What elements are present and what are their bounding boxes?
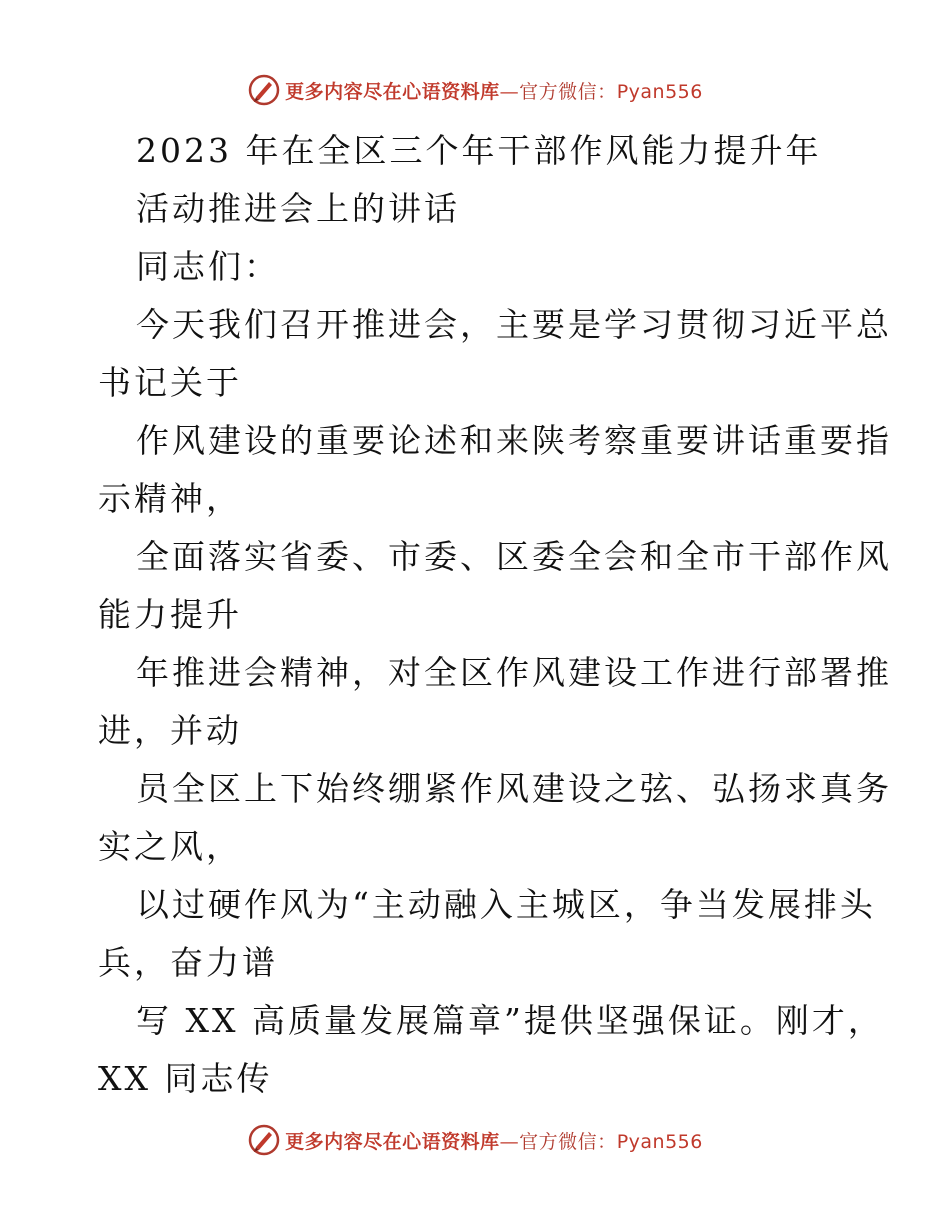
footer-banner (0, 1120, 950, 1160)
header-banner (0, 70, 950, 110)
banner-dash: — (499, 80, 520, 103)
text-line: 全面落实省委、市委、区委全会和全市干部作风 (136, 537, 892, 576)
text-line: 进，并动 (98, 711, 242, 750)
document-body (98, 122, 892, 1108)
text-line: 写 XX 高质量发展篇章”提供坚强保证。刚才， (136, 1001, 884, 1040)
text-line: 以过硬作风为“主动融入主城区，争当发展排头 (136, 885, 876, 924)
pen-logo-icon (247, 73, 281, 107)
banner-dash: — (499, 1130, 520, 1153)
banner-text (285, 1127, 703, 1154)
text-line: 今天我们召开推进会，主要是学习贯彻习近平总 (136, 305, 892, 344)
text-line: 示精神， (98, 479, 242, 518)
text-line: 实之风， (98, 827, 242, 866)
text-line: 年推进会精神，对全区作风建设工作进行部署推 (136, 653, 892, 692)
text-line: 员全区上下始终绷紧作风建设之弦、弘扬求真务 (136, 769, 892, 808)
text-line: 同志们： (136, 247, 280, 286)
text-line: 2023 年在全区三个年干部作风能力提升年 (136, 131, 822, 170)
banner-site: 更多内容尽在心语资料库 (285, 80, 500, 103)
text-line: 作风建设的重要论述和来陕考察重要讲话重要指 (136, 421, 892, 460)
text-line: 活动推进会上的讲话 (136, 189, 460, 228)
banner-account: Pyan556 (616, 1130, 703, 1153)
text-line: 书记关于 (98, 363, 242, 402)
text-line: XX 同志传 (98, 1059, 273, 1098)
banner-site: 更多内容尽在心语资料库 (285, 1130, 500, 1153)
banner-account: Pyan556 (616, 80, 703, 103)
text-line: 能力提升 (98, 595, 242, 634)
pen-logo-icon (247, 1123, 281, 1157)
banner-label: 官方微信： (519, 1130, 617, 1153)
text-line: 兵，奋力谱 (98, 943, 278, 982)
banner-text (285, 77, 703, 104)
banner-label: 官方微信： (519, 80, 617, 103)
